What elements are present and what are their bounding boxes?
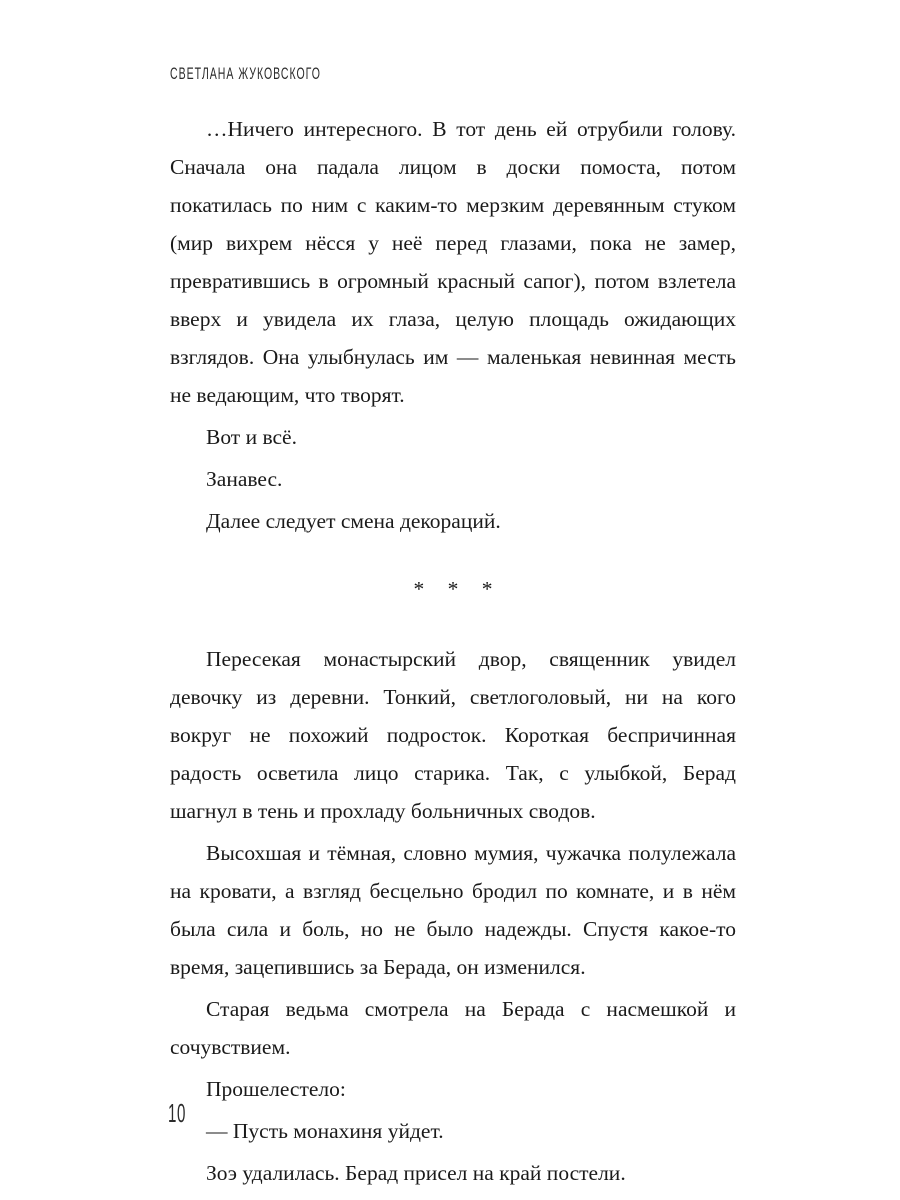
- paragraph: Зоэ удалилась. Берад присел на край постели.: [206, 1161, 626, 1185]
- paragraph: Занавес.: [206, 467, 283, 491]
- scene-break-separator: * * *: [413, 577, 502, 601]
- paragraph: Вот и всё.: [206, 425, 297, 449]
- paragraph: Прошелестело:: [206, 1077, 346, 1101]
- running-head: СВЕТЛАНА ЖУКОВСКОГО: [170, 64, 321, 83]
- page-number: 10: [168, 1098, 186, 1128]
- text-column: [170, 110, 736, 1196]
- paragraph: …Ничего интересного. В тот день ей отрубили голову. Сначала она падала лицом в доски помоста, потом покатилась по ним с каким-то мерзким деревянным стуком (мир вихрем нёсся у неё перед глазами, пока не замер, превратившись в огромный красный сапог), потом взлетела вверх и увидела их глаза, целую площадь ожидающих взглядов. Она улыбнулась им — маленькая невинная месть не ведающим, что творят.: [170, 117, 736, 407]
- paragraph: Старая ведьма смотрела на Берада с насмешкой и сочувствием.: [170, 997, 736, 1059]
- paragraph: Далее следует смена декораций.: [206, 509, 501, 533]
- paragraph: Высохшая и тёмная, словно мумия, чужачка полулежала на кровати, а взгляд бесцельно бродил по комнате, и в нём была сила и боль, но не было надежды. Спустя какое-то время, зацепившись за Берада, он изменился.: [170, 841, 736, 979]
- paragraph: Пересекая монастырский двор, священник увидел девочку из деревни. Тонкий, светлоголовый, ни на кого вокруг не похожий подросток. Короткая беспричинная радость осветила лицо старика. Так, с улыбкой, Берад шагнул в тень и прохладу больничных сводов.: [170, 647, 736, 823]
- dialogue-paragraph: — Пусть монахиня уйдет.: [206, 1119, 444, 1143]
